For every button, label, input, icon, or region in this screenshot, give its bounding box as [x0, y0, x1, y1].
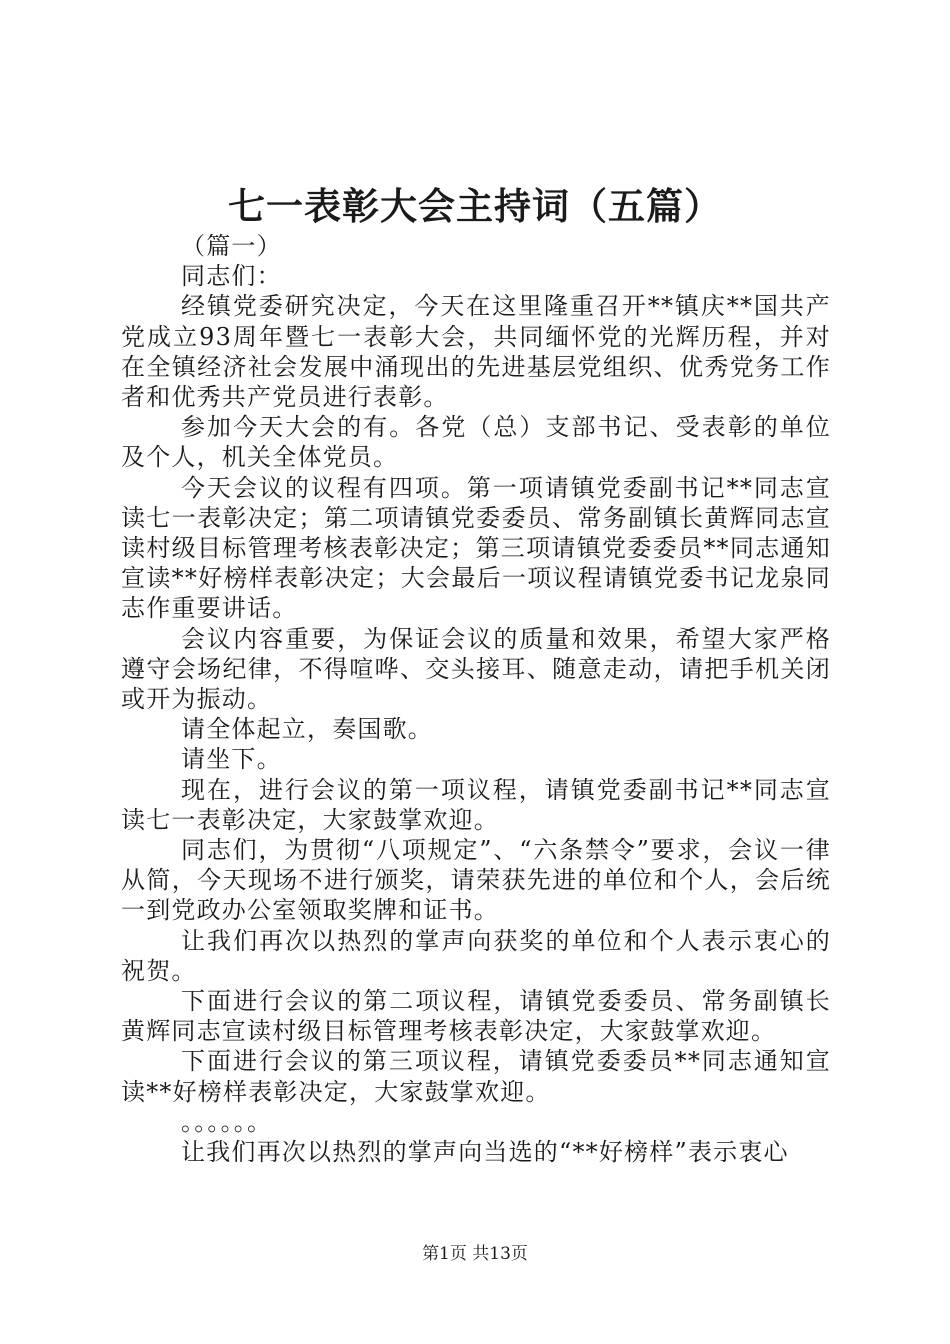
document-body [121, 231, 831, 1167]
page-number: 第1页 共13页 [422, 1244, 528, 1264]
paragraph: 经镇党委研究决定，今天在这里隆重召开**镇庆**国共产党成立93周年暨七一表彰大会，共同缅怀党的光辉历程，并对在全镇经济社会发展中涌现出的先进基层党组织、优秀党务工作者和优秀共产党员进行表彰。 [121, 292, 831, 412]
salutation: 同志们： [181, 262, 282, 291]
paragraph: 会议内容重要，为保证会议的质量和效果，希望大家严格遵守会场纪律，不得喧哗、交头接耳、随意走动，请把手机关闭或开为振动。 [121, 624, 831, 714]
paragraph: 请坐下。 [181, 745, 282, 774]
paragraph: 请全体起立，奏国歌。 [181, 715, 433, 744]
ellipsis-line: 。。。。。。 [181, 1107, 273, 1136]
paragraph: 参加今天大会的有。各党（总）支部书记、受表彰的单位及个人，机关全体党员。 [121, 413, 831, 472]
document-title: 七一表彰大会主持词（五篇） [228, 184, 722, 228]
paragraph: 下面进行会议的第三项议程，请镇党委委员**同志通知宣读**好榜样表彰决定，大家鼓掌欢迎。 [121, 1047, 831, 1106]
section-heading: （篇一） [181, 232, 282, 260]
paragraph: 现在，进行会议的第一项议程，请镇党委副书记**同志宣读七一表彰决定，大家鼓掌欢迎。 [121, 775, 831, 834]
paragraph: 让我们再次以热烈的掌声向获奖的单位和个人表示衷心的祝贺。 [121, 926, 831, 985]
paragraph: 下面进行会议的第二项议程，请镇党委委员、常务副镇长黄辉同志宣读村级目标管理考核表彰决定，大家鼓掌欢迎。 [121, 987, 831, 1046]
paragraph: 让我们再次以热烈的掌声向当选的“**好榜样”表示衷心 [181, 1138, 789, 1167]
paragraph: 今天会议的议程有四项。第一项请镇党委副书记**同志宣读七一表彰决定；第二项请镇党委委员、常务副镇长黄辉同志宣读村级目标管理考核表彰决定；第三项请镇党委委员**同志通知宣读**好榜样表彰决定；大会最后一项议程请镇党委书记龙泉同志作重要讲话。 [121, 473, 831, 623]
paragraph: 同志们，为贯彻“八项规定”、“六条禁令”要求，会议一律从简，今天现场不进行颁奖，请荣获先进的单位和个人，会后统一到党政办公室领取奖牌和证书。 [121, 836, 831, 925]
